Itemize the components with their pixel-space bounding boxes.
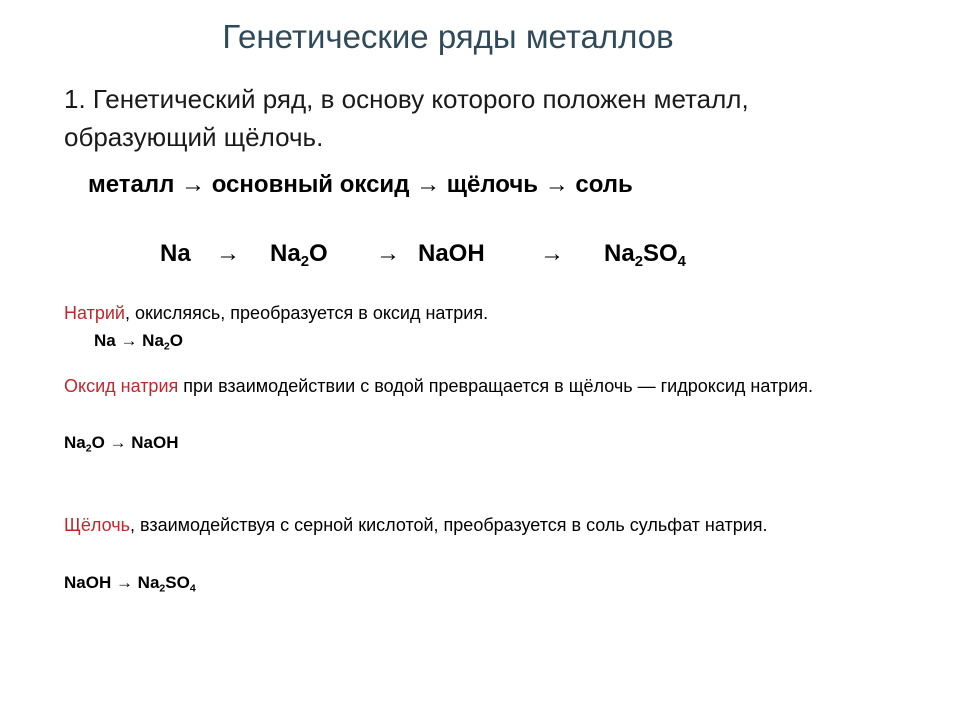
slide-title: Генетические ряды металлов [222, 18, 674, 55]
step-2-reaction: $Na_2O$ → NaOH [64, 433, 179, 455]
step-2-highlight: Оксид натрия [64, 376, 179, 396]
arrow-2: → [376, 240, 400, 267]
genetic-scheme: металл → основный оксид → щёлочь → соль [88, 171, 633, 198]
formula-na2so4: $Na_2SO_4$ [604, 240, 686, 271]
formula-na2o: $Na_2O$ [270, 240, 328, 271]
step-1-highlight: Натрий [64, 303, 125, 323]
step-3-highlight: Щёлочь [64, 515, 130, 535]
step-2-text: Оксид натрия при взаимодействии с водой превращается в щёлочь — гидроксид натрия. [64, 376, 813, 396]
arrow-1: → [216, 240, 240, 267]
formula-na: Na [160, 240, 191, 267]
step-3-reaction: NaOH → $Na_2SO_4$ [64, 573, 196, 595]
intro-text: 1. Генетический ряд, в основу которого положен металл, образующий щёлочь. [64, 84, 749, 152]
step-3-text: Щёлочь, взаимодействуя с серной кислотой, преобразуется в соль сульфат натрия. [64, 515, 768, 535]
step-1-reaction: $Na \to Na_2O$ [94, 331, 184, 353]
formula-naoh: NaOH [418, 240, 485, 267]
arrow-3: → [540, 240, 564, 267]
step-1-text: Натрий, окисляясь, преобразуется в оксид натрия. [64, 303, 489, 323]
